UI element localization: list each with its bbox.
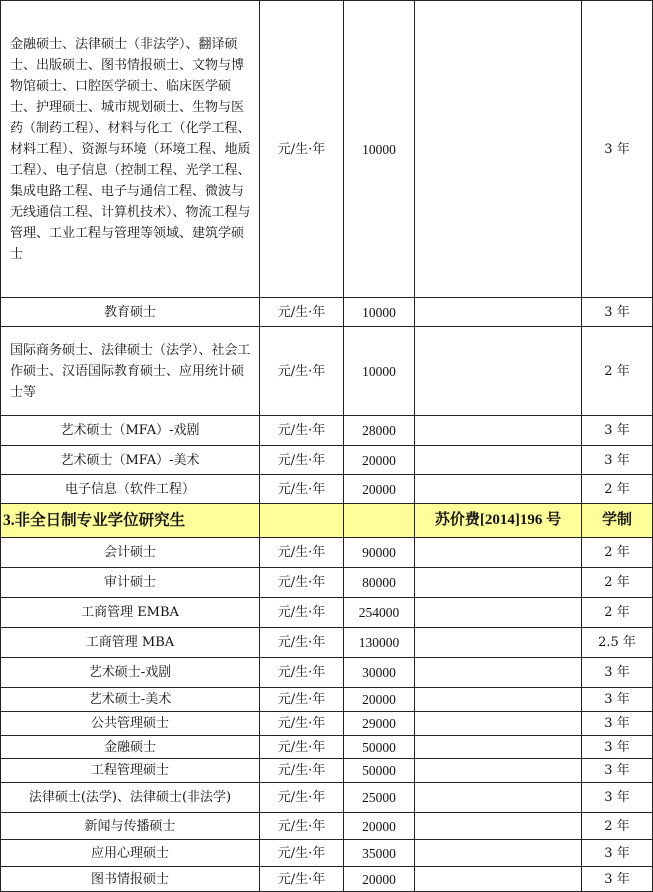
fee-amount: 90000 [344, 538, 415, 568]
fee-amount: 28000 [344, 416, 415, 446]
fee-unit: 元/生·年 [260, 658, 344, 688]
table-row [1, 416, 653, 446]
duration: 3 年 [582, 1, 653, 298]
table-row [1, 840, 653, 867]
document-ref [415, 538, 582, 568]
fee-unit: 元/生·年 [260, 568, 344, 598]
document-ref [415, 688, 582, 712]
document-ref [415, 446, 582, 475]
document-ref [415, 736, 582, 759]
fee-amount: 25000 [344, 783, 415, 813]
program-name: 公共管理硕士 [1, 712, 260, 736]
table-row [1, 867, 653, 892]
table-row [1, 446, 653, 475]
document-ref [415, 813, 582, 840]
table-row [1, 538, 653, 568]
program-name: 电子信息（软件工程） [1, 475, 260, 504]
table-row [1, 568, 653, 598]
fee-unit: 元/生·年 [260, 688, 344, 712]
fee-amount: 35000 [344, 840, 415, 867]
fee-amount: 20000 [344, 446, 415, 475]
document-ref [415, 840, 582, 867]
document-ref [415, 416, 582, 446]
document-ref [415, 1, 582, 298]
duration: 3 年 [582, 840, 653, 867]
program-name: 工商管理 EMBA [1, 598, 260, 628]
section-document-ref: 苏价费[2014]196 号 [415, 504, 582, 538]
fee-amount: 20000 [344, 867, 415, 892]
fee-amount: 10000 [344, 327, 415, 416]
program-name: 艺术硕士（MFA）-美术 [1, 446, 260, 475]
fee-unit: 元/生·年 [260, 298, 344, 327]
table-row [1, 475, 653, 504]
document-ref [415, 568, 582, 598]
section-title: 3.非全日制专业学位研究生 [1, 504, 260, 538]
fee-unit: 元/生·年 [260, 475, 344, 504]
program-name: 图书情报硕士 [1, 867, 260, 892]
document-ref [415, 867, 582, 892]
fee-amount: 50000 [344, 736, 415, 759]
duration: 2 年 [582, 475, 653, 504]
fee-unit: 元/生·年 [260, 783, 344, 813]
program-name: 国际商务硕士、法律硕士（法学）、社会工作硕士、汉语国际教育硕士、应用统计硕士等 [1, 327, 260, 416]
program-name: 审计硕士 [1, 568, 260, 598]
fee-unit: 元/生·年 [260, 416, 344, 446]
fee-amount: 29000 [344, 712, 415, 736]
table-row [1, 813, 653, 840]
table-row [1, 1, 653, 298]
table-row [1, 736, 653, 759]
program-name: 会计硕士 [1, 538, 260, 568]
fee-unit: 元/生·年 [260, 712, 344, 736]
fee-amount: 254000 [344, 598, 415, 628]
program-name: 艺术硕士-戏剧 [1, 658, 260, 688]
document-ref [415, 298, 582, 327]
duration: 2 年 [582, 538, 653, 568]
fee-amount: 20000 [344, 475, 415, 504]
fee-amount: 30000 [344, 658, 415, 688]
table-row [1, 712, 653, 736]
fee-unit: 元/生·年 [260, 1, 344, 298]
fee-unit: 元/生·年 [260, 327, 344, 416]
section-header-row [1, 504, 653, 538]
fee-unit: 元/生·年 [260, 598, 344, 628]
table-row [1, 658, 653, 688]
duration: 3 年 [582, 759, 653, 783]
fee-unit: 元/生·年 [260, 813, 344, 840]
fee-amount: 20000 [344, 688, 415, 712]
table-row [1, 759, 653, 783]
duration: 3 年 [582, 688, 653, 712]
program-name: 法律硕士(法学)、法律硕士(非法学) [1, 783, 260, 813]
table-row [1, 327, 653, 416]
program-name: 新闻与传播硕士 [1, 813, 260, 840]
duration: 2 年 [582, 598, 653, 628]
duration: 2 年 [582, 568, 653, 598]
program-name: 金融硕士、法律硕士（非法学）、翻译硕士、出版硕士、图书情报硕士、文物与博物馆硕士、口腔医学硕士、临床医学硕士、护理硕士、城市规划硕士、生物与医药（制药工程）、材料与化工（化学工程、材料工程）、资源与环境（环境工程、地质工程）、电子信息（控制工程、光学工程、集成电路工程、电子与通信工程、微波与无线通信工程、计算机技术）、物流工程与管理、工业工程与管理等领域、建筑学硕士 [1, 1, 260, 298]
fee-amount: 50000 [344, 759, 415, 783]
fee-unit: 元/生·年 [260, 867, 344, 892]
duration: 3 年 [582, 783, 653, 813]
table-row [1, 628, 653, 658]
document-ref [415, 475, 582, 504]
fee-unit: 元/生·年 [260, 840, 344, 867]
document-ref [415, 658, 582, 688]
program-name: 金融硕士 [1, 736, 260, 759]
table-row [1, 598, 653, 628]
duration: 3 年 [582, 658, 653, 688]
duration: 2.5 年 [582, 628, 653, 658]
program-name: 艺术硕士（MFA）-戏剧 [1, 416, 260, 446]
section-empty-cell [260, 504, 344, 538]
document-ref [415, 327, 582, 416]
document-ref [415, 759, 582, 783]
duration: 2 年 [582, 327, 653, 416]
program-name: 工程管理硕士 [1, 759, 260, 783]
duration: 3 年 [582, 416, 653, 446]
fee-amount: 10000 [344, 298, 415, 327]
table-row [1, 298, 653, 327]
section-duration-header: 学制 [582, 504, 653, 538]
fee-unit: 元/生·年 [260, 736, 344, 759]
document-ref [415, 783, 582, 813]
duration: 3 年 [582, 446, 653, 475]
program-name: 教育硕士 [1, 298, 260, 327]
duration: 3 年 [582, 298, 653, 327]
section-empty-cell [344, 504, 415, 538]
document-ref [415, 598, 582, 628]
document-ref [415, 712, 582, 736]
duration: 3 年 [582, 712, 653, 736]
duration: 2 年 [582, 813, 653, 840]
fee-amount: 130000 [344, 628, 415, 658]
table-row [1, 783, 653, 813]
duration: 3 年 [582, 736, 653, 759]
fee-unit: 元/生·年 [260, 759, 344, 783]
fee-amount: 80000 [344, 568, 415, 598]
document-ref [415, 628, 582, 658]
fee-unit: 元/生·年 [260, 628, 344, 658]
fee-unit: 元/生·年 [260, 538, 344, 568]
duration: 3 年 [582, 867, 653, 892]
program-name: 工商管理 MBA [1, 628, 260, 658]
table-row [1, 688, 653, 712]
program-name: 应用心理硕士 [1, 840, 260, 867]
fee-unit: 元/生·年 [260, 446, 344, 475]
program-name: 艺术硕士-美术 [1, 688, 260, 712]
fee-amount: 10000 [344, 1, 415, 298]
fee-amount: 20000 [344, 813, 415, 840]
